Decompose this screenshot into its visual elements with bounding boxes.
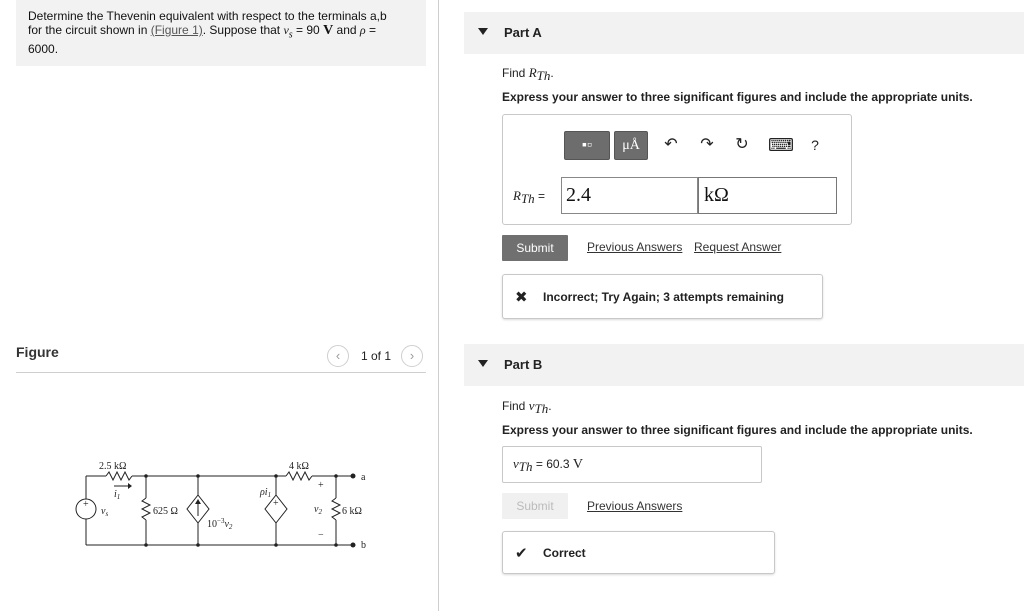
problem-text: and	[333, 23, 360, 37]
label-i1-var: i	[114, 489, 117, 500]
dep-current-coef: 10	[207, 519, 217, 530]
figure-link[interactable]: (Figure 1)	[150, 23, 203, 37]
problem-statement	[16, 0, 426, 66]
undo-icon[interactable]: ↶	[664, 136, 678, 153]
label-2-5k: 2.5 kΩ	[99, 461, 127, 472]
part-a-find-suffix: .	[550, 66, 554, 80]
collapse-triangle-icon[interactable]	[478, 360, 488, 367]
part-a-header[interactable]	[464, 12, 1024, 54]
part-b-instruction: Express your answer to three significant figures and include the appropriate units.	[502, 423, 973, 437]
part-b-find-suffix: .	[548, 399, 552, 413]
vth-eq: =	[532, 457, 547, 471]
part-b-submit-button: Submit	[502, 493, 568, 519]
keyboard-icon[interactable]: ⌨	[768, 135, 794, 155]
part-b-find-var: v	[528, 398, 535, 413]
vth-value: 60.3	[546, 457, 570, 471]
problem-text: . Suppose that	[202, 23, 284, 37]
label-vs	[101, 506, 108, 518]
part-b-previous-answers-link[interactable]: Previous Answers	[587, 499, 683, 513]
collapse-triangle-icon[interactable]	[478, 28, 488, 35]
redo-icon[interactable]: ↷	[700, 136, 714, 153]
vs-plus: +	[83, 499, 89, 510]
rth-eq: =	[534, 189, 546, 203]
label-6k: 6 kΩ	[342, 506, 362, 517]
figure-pager: 1 of 1	[361, 349, 392, 363]
part-b-find-sub: Th	[534, 401, 549, 417]
dep-current-sub: 2	[228, 523, 233, 531]
part-a-instruction: Express your answer to three significant figures and include the appropriate units.	[502, 90, 973, 104]
next-figure-button[interactable]: ›	[401, 345, 423, 367]
part-b-header[interactable]	[464, 344, 1024, 386]
part-a-feedback-text: Incorrect; Try Again; 3 attempts remaining	[543, 290, 784, 304]
figure-label: Figure	[16, 344, 59, 360]
rth-sub: Th	[520, 191, 535, 207]
problem-line1: Determine the Thevenin equivalent with respect to the terminals a,b	[28, 9, 387, 23]
label-vs-var: v	[101, 506, 106, 517]
dep-current-exp: −3	[217, 517, 225, 525]
rth-label	[513, 188, 545, 207]
part-a-find-var: R	[528, 65, 537, 80]
vth-unit: V	[572, 457, 584, 472]
templates-icon: ▪▫	[582, 138, 592, 153]
problem-line3: 6000.	[28, 42, 59, 57]
label-4k: 4 kΩ	[289, 461, 309, 472]
label-i1-sub: 1	[116, 493, 121, 501]
part-a-find-prefix: Find	[502, 66, 529, 80]
dep-voltage-sub: 1	[267, 491, 272, 499]
value-input[interactable]: 2.4	[561, 177, 698, 214]
units-button[interactable]	[614, 131, 648, 160]
panel-divider	[438, 0, 439, 611]
templates-button[interactable]	[564, 131, 610, 160]
part-b-answer-display	[502, 446, 762, 483]
v2-plus: +	[318, 480, 324, 491]
part-a-submit-button[interactable]: Submit	[502, 235, 568, 261]
var-v-sub: s	[288, 29, 293, 41]
part-b-feedback-text: Correct	[543, 546, 586, 560]
units-icon: μÅ	[622, 138, 640, 153]
part-b-title: Part B	[504, 357, 543, 372]
label-v2-var: v	[314, 504, 319, 515]
var-v: v	[283, 23, 289, 37]
part-b-feedback	[502, 531, 775, 574]
part-a-find	[502, 65, 554, 84]
part-a-previous-answers-link[interactable]: Previous Answers	[587, 240, 683, 254]
figure-header	[16, 343, 426, 373]
dep-voltage-var: ρi	[260, 487, 268, 498]
terminal-b: b	[361, 540, 366, 551]
dep-voltage-plus: +	[273, 498, 279, 509]
reset-icon[interactable]: ↻	[735, 136, 749, 153]
part-a-feedback	[502, 274, 823, 319]
dep-current-var: v	[224, 519, 229, 530]
left-panel	[0, 0, 438, 611]
incorrect-icon: ✖	[515, 289, 528, 306]
vth-sub: Th	[518, 459, 533, 475]
label-625: 625 Ω	[153, 506, 178, 517]
part-b-find	[502, 398, 552, 417]
problem-text: for the circuit shown in	[28, 23, 151, 37]
part-a-answer-box	[502, 114, 852, 225]
vth-var: v	[513, 456, 519, 471]
label-v2	[314, 504, 322, 516]
label-dep-voltage	[259, 487, 271, 499]
part-b-find-prefix: Find	[502, 399, 529, 413]
unit-input[interactable]: kΩ	[698, 177, 837, 214]
v2-minus: −	[318, 530, 324, 541]
circuit-diagram	[66, 452, 376, 552]
rth-var: R	[513, 188, 521, 203]
label-v2-sub: 2	[318, 508, 322, 516]
help-icon[interactable]: ?	[811, 137, 819, 153]
problem-text: =	[365, 23, 376, 37]
var-rho: ρ	[359, 23, 366, 37]
label-dep-current	[207, 517, 233, 531]
part-a-title: Part A	[504, 25, 542, 40]
part-a-find-sub: Th	[536, 68, 551, 84]
unit-v: V	[323, 23, 334, 38]
check-icon: ✔	[515, 545, 528, 562]
prev-figure-button[interactable]: ‹	[327, 345, 349, 367]
problem-line2	[28, 23, 414, 42]
request-answer-link[interactable]: Request Answer	[694, 240, 782, 254]
terminal-a: a	[361, 472, 366, 483]
label-vs-sub: s	[105, 510, 109, 518]
label-i1	[114, 489, 120, 501]
problem-text: = 90	[292, 23, 324, 37]
